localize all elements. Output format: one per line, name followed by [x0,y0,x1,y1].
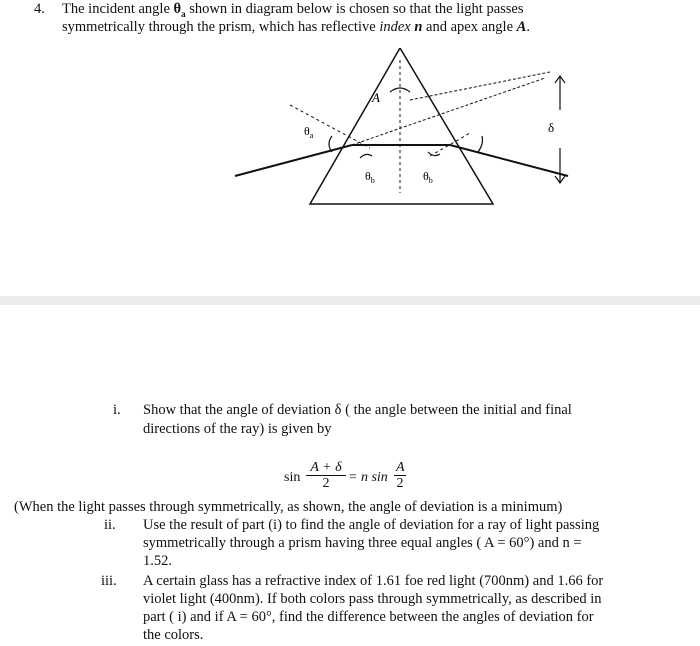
formula-denominator-1: 2 [322,476,330,491]
delta-label: δ [548,120,555,135]
part-ii-line-3: 1.52. [143,553,172,569]
index-word: index [379,19,411,35]
theta-a-symbol: $\theta_a$ [173,1,186,19]
theta-b-label-right: $\theta_b$ [423,169,433,185]
n-symbol: n [414,19,423,35]
formula-fraction-2 [394,460,406,491]
theta-b-label-left: $\theta_b$ [365,169,375,185]
theta-a-label: $\theta_a$ [304,124,314,140]
question-line-2 [62,19,530,36]
question-line-1a: The incident angle [62,1,170,17]
prism-diagram [220,48,600,208]
part-iii-line-3: part ( i) and if A = 60°, find the difference between the angles of deviation for [143,609,594,625]
part-iii-number: iii. [101,573,117,589]
part-i-line-2: directions of the ray) is given by [143,421,332,437]
normal-left [290,105,370,148]
incident-extension [352,78,545,145]
apex-symbol: A [516,19,527,35]
formula-numerator-2: A [396,460,405,475]
question-period: . [526,19,530,35]
part-iii-line-1: A certain glass has a refractive index of 1.61 foe red light (700nm) and 1.66 for [143,573,604,589]
formula-sin-1: sin [284,470,301,485]
question-line-2b: and apex angle [426,19,514,35]
formula-fraction-1 [306,460,346,491]
formula-equals: = n sin [348,470,388,485]
apex-label: A [372,90,380,105]
part-ii-line-2: symmetrically through a prism having three equal angles ( A = 60°) and n = [143,535,582,551]
question-line-2a: symmetrically through the prism, which has reflective [62,19,376,35]
part-i-number: i. [113,402,121,418]
formula-numerator-1: A + δ [306,460,346,476]
part-ii-line-1: Use the result of part (i) to find the angle of deviation for a ray of light passing [143,517,600,533]
prism-triangle [310,48,493,204]
theta-b-arc-left [360,154,372,158]
theta-b-arc-right [428,152,440,156]
part-iii-line-4: the colors. [143,627,204,643]
exit-arc [478,136,483,152]
question-number: 4. [34,1,45,17]
formula-denominator-2: 2 [396,476,404,491]
part-ii-number: ii. [104,517,116,533]
part-i-line-1: Show that the angle of deviation δ ( the angle between the initial and final [143,402,572,418]
part-iii-line-2: violet light (400nm). If both colors pass through symmetrically, as described in [143,591,602,607]
section-divider [0,296,700,305]
minimum-deviation-note: (When the light passes through symmetrically, as shown, the angle of deviation is a minimum) [14,499,563,515]
reference-line [410,72,550,100]
question-line-1b: shown in diagram below is chosen so that the light passes [189,1,524,17]
